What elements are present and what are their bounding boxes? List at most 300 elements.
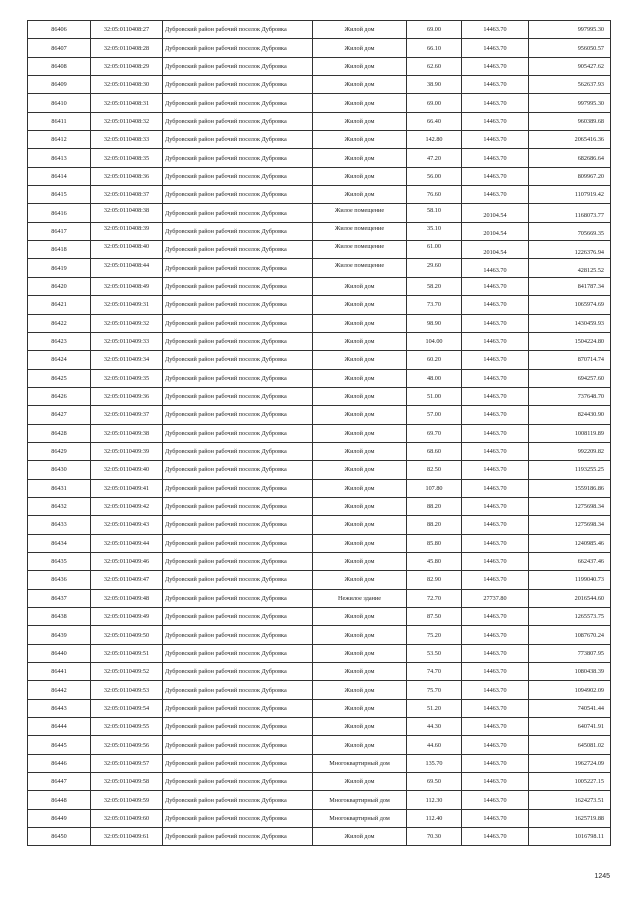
address-text: Дубровский район рабочий поселок Дубровка — [165, 99, 287, 107]
area-text: 62.60 — [427, 62, 441, 70]
address-cell — [163, 828, 313, 846]
object-type-cell — [313, 259, 407, 277]
address-cell — [163, 94, 313, 112]
object-type-text: Жилое помещение — [334, 261, 385, 269]
row-number-cell — [28, 39, 91, 57]
cadastral-value-cell — [529, 149, 611, 167]
specific-value-cell — [462, 241, 529, 259]
area-cell — [407, 204, 462, 222]
cadastral-value-text: 1624273.51 — [574, 796, 604, 804]
specific-value-cell — [462, 534, 529, 552]
address-text: Дубровский район рабочий поселок Дубровка — [165, 209, 287, 217]
specific-value-cell — [462, 149, 529, 167]
cadastral-value-cell — [529, 241, 611, 259]
object-type-text: Жилой дом — [344, 686, 375, 694]
area-text: 53.50 — [427, 649, 441, 657]
specific-value-text: 14463.70 — [483, 356, 507, 364]
address-cell — [163, 571, 313, 589]
row-number-text: 86429 — [51, 448, 67, 456]
object-type-cell — [313, 332, 407, 350]
address-cell — [163, 461, 313, 479]
table-row — [28, 149, 611, 167]
row-number-cell — [28, 241, 91, 259]
object-type-cell — [313, 754, 407, 772]
cadastral-value-text: 2016544.60 — [574, 594, 604, 602]
object-type-text: Жилой дом — [344, 191, 375, 199]
object-type-cell — [313, 186, 407, 204]
area-text: 82.50 — [427, 466, 441, 474]
object-type-text: Жилой дом — [344, 62, 375, 70]
table-row — [28, 351, 611, 369]
table-row — [28, 571, 611, 589]
area-cell — [407, 277, 462, 295]
area-cell — [407, 699, 462, 717]
object-type-text: Жилой дом — [344, 521, 375, 529]
specific-value-text: 14463.70 — [483, 558, 507, 566]
address-cell — [163, 21, 313, 39]
object-type-text: Жилой дом — [344, 319, 375, 327]
table-row — [28, 76, 611, 94]
row-number-cell — [28, 149, 91, 167]
specific-value-cell — [462, 332, 529, 350]
cadastral-value-text: 640741.91 — [577, 723, 604, 731]
address-text: Дубровский район рабочий поселок Дубровка — [165, 136, 287, 144]
specific-value-cell — [462, 571, 529, 589]
area-text: 98.90 — [427, 319, 441, 327]
cadastral-value-text: 1094902.09 — [574, 686, 604, 694]
row-number-cell — [28, 809, 91, 827]
object-type-cell — [313, 589, 407, 607]
table-row — [28, 424, 611, 442]
object-type-text: Жилой дом — [344, 393, 375, 401]
area-cell — [407, 222, 462, 240]
row-number-cell — [28, 699, 91, 717]
specific-value-text: 14463.70 — [483, 778, 507, 786]
cadastral-value-text: 694257.60 — [577, 374, 604, 382]
table-row — [28, 736, 611, 754]
area-cell — [407, 387, 462, 405]
object-type-text: Жилой дом — [344, 374, 375, 382]
cadastral-number-cell — [91, 387, 163, 405]
cadastral-value-cell — [529, 626, 611, 644]
cadastral-number-cell — [91, 57, 163, 75]
cadastral-number-text: 32:05:0110409:47 — [103, 576, 150, 584]
object-type-cell — [313, 149, 407, 167]
cadastral-value-text: 956050.57 — [577, 44, 604, 52]
row-number-text: 86446 — [51, 759, 67, 767]
object-type-cell — [313, 424, 407, 442]
cadastral-number-text: 32:05:0110408:31 — [103, 99, 150, 107]
cadastral-number-cell — [91, 167, 163, 185]
object-type-cell — [313, 791, 407, 809]
cadastral-number-text: 32:05:0110409:34 — [103, 356, 150, 364]
cadastral-number-cell — [91, 131, 163, 149]
cadastral-value-cell — [529, 442, 611, 460]
address-text: Дубровский район рабочий поселок Дубровка — [165, 631, 287, 639]
object-type-cell — [313, 809, 407, 827]
table-row — [28, 112, 611, 130]
address-cell — [163, 167, 313, 185]
specific-value-text: 14463.70 — [483, 319, 507, 327]
specific-value-text: 14463.70 — [483, 172, 507, 180]
specific-value-text: 14463.70 — [483, 267, 507, 275]
object-type-cell — [313, 369, 407, 387]
address-cell — [163, 387, 313, 405]
row-number-cell — [28, 773, 91, 791]
page-number: 1245 — [594, 873, 610, 880]
area-text: 88.20 — [427, 521, 441, 529]
row-number-cell — [28, 754, 91, 772]
cadastral-value-cell — [529, 461, 611, 479]
area-cell — [407, 497, 462, 515]
cadastral-number-text: 32:05:0110409:50 — [103, 631, 150, 639]
specific-value-text: 14463.70 — [483, 136, 507, 144]
row-number-text: 86420 — [51, 282, 67, 290]
cadastral-value-cell — [529, 369, 611, 387]
specific-value-cell — [462, 773, 529, 791]
area-cell — [407, 332, 462, 350]
cadastral-number-text: 32:05:0110409:31 — [103, 301, 150, 309]
address-cell — [163, 754, 313, 772]
row-number-text: 86443 — [51, 704, 67, 712]
address-text: Дубровский район рабочий поселок Дубровка — [165, 576, 287, 584]
specific-value-text: 14463.70 — [483, 539, 507, 547]
object-type-cell — [313, 314, 407, 332]
area-text: 44.60 — [427, 741, 441, 749]
specific-value-cell — [462, 828, 529, 846]
area-cell — [407, 351, 462, 369]
object-type-cell — [313, 534, 407, 552]
cadastral-value-cell — [529, 736, 611, 754]
cadastral-number-text: 32:05:0110408:30 — [103, 81, 150, 89]
row-number-text: 86417 — [51, 227, 67, 235]
object-type-text: Жилой дом — [344, 172, 375, 180]
object-type-text: Жилой дом — [344, 723, 375, 731]
address-text: Дубровский район рабочий поселок Дубровка — [165, 448, 287, 456]
row-number-text: 86427 — [51, 411, 67, 419]
specific-value-cell — [462, 94, 529, 112]
row-number-cell — [28, 351, 91, 369]
specific-value-cell — [462, 39, 529, 57]
address-cell — [163, 534, 313, 552]
address-text: Дубровский район рабочий поселок Дубровка — [165, 117, 287, 125]
row-number-cell — [28, 296, 91, 314]
area-text: 66.10 — [427, 44, 441, 52]
area-cell — [407, 809, 462, 827]
area-cell — [407, 406, 462, 424]
row-number-text: 86418 — [51, 246, 67, 254]
row-number-text: 86450 — [51, 833, 67, 841]
area-text: 61.00 — [427, 243, 441, 251]
table-row — [28, 461, 611, 479]
object-type-cell — [313, 296, 407, 314]
row-number-text: 86442 — [51, 686, 67, 694]
address-cell — [163, 626, 313, 644]
area-cell — [407, 21, 462, 39]
object-type-cell — [313, 167, 407, 185]
cadastral-number-cell — [91, 241, 163, 259]
row-number-text: 86428 — [51, 429, 67, 437]
cadastral-number-cell — [91, 571, 163, 589]
cadastral-number-cell — [91, 406, 163, 424]
area-cell — [407, 552, 462, 570]
object-type-cell — [313, 461, 407, 479]
cadastral-number-cell — [91, 699, 163, 717]
area-text: 29.60 — [427, 261, 441, 269]
address-text: Дубровский район рабочий поселок Дубровка — [165, 62, 287, 70]
area-cell — [407, 241, 462, 259]
row-number-cell — [28, 552, 91, 570]
object-type-cell — [313, 222, 407, 240]
cadastral-number-cell — [91, 76, 163, 94]
area-text: 76.60 — [427, 191, 441, 199]
area-text: 107.80 — [425, 484, 443, 492]
table-row — [28, 442, 611, 460]
table-row — [28, 186, 611, 204]
table-row — [28, 626, 611, 644]
row-number-text: 86423 — [51, 338, 67, 346]
cadastral-value-text: 1559186.86 — [574, 484, 604, 492]
row-number-text: 86448 — [51, 796, 67, 804]
object-type-text: Жилой дом — [344, 117, 375, 125]
table-row — [28, 406, 611, 424]
row-number-text: 86413 — [51, 154, 67, 162]
row-number-cell — [28, 332, 91, 350]
object-type-text: Жилой дом — [344, 466, 375, 474]
area-text: 68.60 — [427, 448, 441, 456]
address-text: Дубровский район рабочий поселок Дубровка — [165, 282, 287, 290]
table-row — [28, 222, 611, 240]
cadastral-number-text: 32:05:0110408:44 — [103, 261, 150, 269]
row-number-text: 86437 — [51, 594, 67, 602]
address-cell — [163, 222, 313, 240]
area-cell — [407, 461, 462, 479]
row-number-text: 86430 — [51, 466, 67, 474]
cadastral-number-cell — [91, 424, 163, 442]
specific-value-cell — [462, 754, 529, 772]
address-cell — [163, 332, 313, 350]
row-number-text: 86424 — [51, 356, 67, 364]
specific-value-cell — [462, 644, 529, 662]
row-number-text: 86433 — [51, 521, 67, 529]
specific-value-text: 14463.70 — [483, 466, 507, 474]
specific-value-text: 14463.70 — [483, 448, 507, 456]
cadastral-value-text: 1275698.34 — [574, 521, 604, 529]
specific-value-text: 27737.80 — [483, 594, 507, 602]
area-cell — [407, 754, 462, 772]
cadastral-number-cell — [91, 442, 163, 460]
row-number-cell — [28, 57, 91, 75]
object-type-text: Многоквартирный дом — [329, 796, 390, 804]
address-cell — [163, 369, 313, 387]
area-cell — [407, 149, 462, 167]
cadastral-value-cell — [529, 57, 611, 75]
cadastral-number-text: 32:05:0110409:43 — [103, 521, 150, 529]
row-number-cell — [28, 406, 91, 424]
specific-value-text: 14463.70 — [483, 503, 507, 511]
specific-value-text: 14463.70 — [483, 117, 507, 125]
address-cell — [163, 296, 313, 314]
table-row — [28, 589, 611, 607]
object-type-cell — [313, 351, 407, 369]
row-number-cell — [28, 534, 91, 552]
area-cell — [407, 479, 462, 497]
address-text: Дубровский район рабочий поселок Дубровка — [165, 558, 287, 566]
specific-value-cell — [462, 663, 529, 681]
address-text: Дубровский район рабочий поселок Дубровка — [165, 393, 287, 401]
row-number-text: 86422 — [51, 319, 67, 327]
address-text: Дубровский район рабочий поселок Дубровка — [165, 668, 287, 676]
area-cell — [407, 57, 462, 75]
cadastral-value-cell — [529, 296, 611, 314]
row-number-cell — [28, 828, 91, 846]
address-text: Дубровский район рабочий поселок Дубровка — [165, 704, 287, 712]
row-number-cell — [28, 167, 91, 185]
cadastral-number-cell — [91, 204, 163, 222]
address-cell — [163, 57, 313, 75]
cadastral-value-cell — [529, 479, 611, 497]
specific-value-cell — [462, 131, 529, 149]
cadastral-number-text: 32:05:0110408:32 — [103, 117, 150, 125]
specific-value-cell — [462, 351, 529, 369]
cadastral-value-cell — [529, 277, 611, 295]
address-cell — [163, 277, 313, 295]
row-number-text: 86426 — [51, 393, 67, 401]
row-number-text: 86408 — [51, 62, 67, 70]
row-number-cell — [28, 314, 91, 332]
object-type-cell — [313, 39, 407, 57]
address-text: Дубровский район рабочий поселок Дубровка — [165, 356, 287, 364]
cadastral-value-text: 662437.46 — [577, 558, 604, 566]
area-cell — [407, 442, 462, 460]
table-row — [28, 259, 611, 277]
cadastral-value-cell — [529, 534, 611, 552]
specific-value-text: 14463.70 — [483, 686, 507, 694]
cadastral-number-text: 32:05:0110409:59 — [103, 796, 150, 804]
area-text: 73.70 — [427, 301, 441, 309]
cadastral-number-cell — [91, 369, 163, 387]
row-number-text: 86414 — [51, 172, 67, 180]
object-type-text: Жилой дом — [344, 99, 375, 107]
cadastral-number-cell — [91, 94, 163, 112]
table-row — [28, 21, 611, 39]
cadastral-value-text: 841787.34 — [577, 282, 604, 290]
area-text: 135.70 — [425, 759, 443, 767]
address-text: Дубровский район рабочий поселок Дубровка — [165, 796, 287, 804]
object-type-text: Многоквартирный дом — [329, 814, 390, 822]
cadastral-number-cell — [91, 626, 163, 644]
area-text: 88.20 — [427, 503, 441, 511]
object-type-text: Жилое помещение — [334, 224, 385, 232]
cadastral-value-cell — [529, 332, 611, 350]
cadastral-number-text: 32:05:0110408:27 — [103, 26, 150, 34]
object-type-cell — [313, 718, 407, 736]
specific-value-cell — [462, 76, 529, 94]
table-body — [28, 21, 611, 846]
specific-value-text: 14463.70 — [483, 704, 507, 712]
table-row — [28, 277, 611, 295]
cadastral-value-text: 1240985.46 — [574, 539, 604, 547]
object-type-text: Жилой дом — [344, 338, 375, 346]
row-number-cell — [28, 442, 91, 460]
row-number-text: 86409 — [51, 81, 67, 89]
specific-value-text: 14463.70 — [483, 833, 507, 841]
area-text: 60.20 — [427, 356, 441, 364]
specific-value-text: 14463.70 — [483, 301, 507, 309]
object-type-cell — [313, 479, 407, 497]
cadastral-value-cell — [529, 571, 611, 589]
area-text: 112.40 — [425, 814, 443, 822]
table-row — [28, 644, 611, 662]
cadastral-value-table — [27, 20, 611, 846]
specific-value-cell — [462, 699, 529, 717]
cadastral-number-cell — [91, 112, 163, 130]
cadastral-value-cell — [529, 608, 611, 626]
cadastral-value-text: 1005227.15 — [574, 778, 604, 786]
address-cell — [163, 589, 313, 607]
specific-value-text: 14463.70 — [483, 26, 507, 34]
cadastral-value-cell — [529, 131, 611, 149]
cadastral-value-text: 905427.62 — [577, 62, 604, 70]
area-text: 87.50 — [427, 613, 441, 621]
cadastral-value-text: 1080438.39 — [574, 668, 604, 676]
area-text: 85.80 — [427, 539, 441, 547]
row-number-text: 86410 — [51, 99, 67, 107]
address-cell — [163, 773, 313, 791]
area-text: 57.00 — [427, 411, 441, 419]
object-type-cell — [313, 387, 407, 405]
cadastral-value-cell — [529, 314, 611, 332]
cadastral-number-text: 32:05:0110409:41 — [103, 484, 150, 492]
area-cell — [407, 534, 462, 552]
cadastral-value-cell — [529, 644, 611, 662]
table-row — [28, 534, 611, 552]
row-number-cell — [28, 644, 91, 662]
specific-value-cell — [462, 277, 529, 295]
cadastral-number-cell — [91, 608, 163, 626]
specific-value-cell — [462, 369, 529, 387]
cadastral-value-cell — [529, 809, 611, 827]
specific-value-cell — [462, 167, 529, 185]
object-type-cell — [313, 626, 407, 644]
address-cell — [163, 644, 313, 662]
address-text: Дубровский район рабочий поселок Дубровка — [165, 246, 287, 254]
address-cell — [163, 39, 313, 57]
cadastral-number-cell — [91, 296, 163, 314]
area-cell — [407, 828, 462, 846]
object-type-cell — [313, 57, 407, 75]
row-number-text: 86434 — [51, 539, 67, 547]
area-text: 69.00 — [427, 26, 441, 34]
object-type-cell — [313, 736, 407, 754]
area-cell — [407, 39, 462, 57]
object-type-cell — [313, 516, 407, 534]
table-row — [28, 791, 611, 809]
address-text: Дубровский район рабочий поселок Дубровка — [165, 81, 287, 89]
object-type-cell — [313, 552, 407, 570]
table-row — [28, 552, 611, 570]
table-row — [28, 681, 611, 699]
specific-value-text: 14463.70 — [483, 411, 507, 419]
specific-value-text: 14463.70 — [483, 723, 507, 731]
cadastral-number-text: 32:05:0110408:37 — [103, 191, 150, 199]
specific-value-cell — [462, 442, 529, 460]
cadastral-number-text: 32:05:0110409:38 — [103, 429, 150, 437]
cadastral-number-cell — [91, 277, 163, 295]
object-type-text: Жилой дом — [344, 282, 375, 290]
row-number-cell — [28, 736, 91, 754]
cadastral-number-cell — [91, 754, 163, 772]
